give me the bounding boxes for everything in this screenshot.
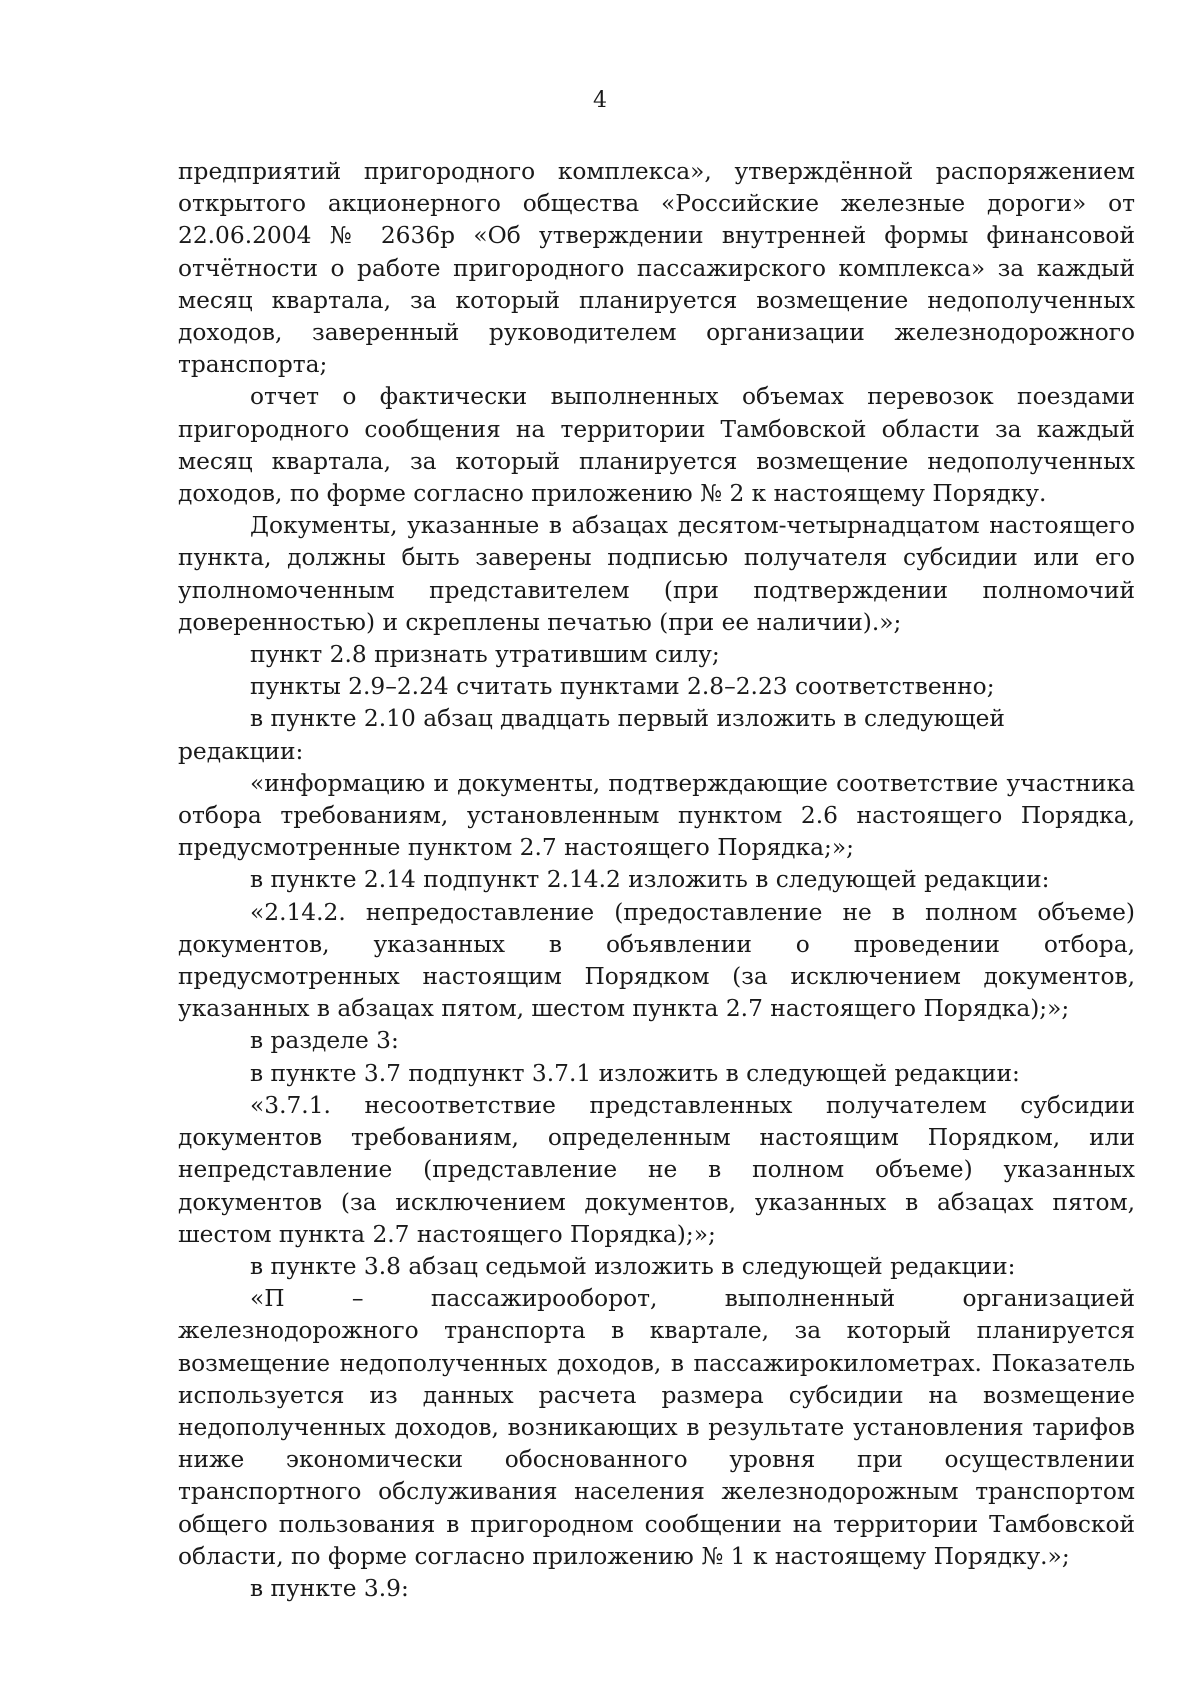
paragraph-2: отчет о фактически выполненных объемах перевозок поездами пригородного сообщения на территории Тамбовской области за каждый месяц квартала, за который планируется возмещение недополученных доходов, по форме согласно приложению № 2 к настоящему Порядку. bbox=[178, 383, 1135, 508]
paragraph-14: «П – пассажирооборот, выполненный организацией железнодорожного транспорта в квартале, за который планируется возмещение недополученных доходов, в пассажирокилометрах. Показатель используется из данных расчета размера субсидии на возмещение недополученных доходов, возникающих в результате установления тарифов ниже экономически обоснованного уровня при осуществлении транспортного обслуживания населения железнодорожным транспортом общего пользования в пригородном сообщении на территории Тамбовской области, по форме согласно приложению № 1 к настоящему Порядку.»; bbox=[178, 1285, 1135, 1570]
paragraph-10: в разделе 3: bbox=[250, 1027, 399, 1055]
document-body bbox=[178, 156, 1135, 1605]
paragraph-3: Документы, указанные в абзацах десятом-четырнадцатом настоящего пункта, должны быть заверены подписью получателя субсидии или его уполномоченным представителем (при подтверждении полномочий доверенностью) и скреплены печатью (при ее наличии).»; bbox=[178, 512, 1135, 636]
paragraph-5: пункты 2.9–2.24 считать пунктами 2.8–2.23 соответственно; bbox=[250, 673, 995, 701]
paragraph-1: предприятий пригородного комплекса», утверждённой распоряжением открытого акционерного общества «Российские железные дороги» от 22.06.2004 № 2636р «Об утверждении внутренней формы финансовой отчётности о работе пригородного пассажирского комплекса» за каждый месяц квартала, за который планируется возмещение недополученных доходов, заверенный руководителем организации железнодорожного транспорта; bbox=[178, 158, 1135, 379]
paragraph-12: «3.7.1. несоответствие представленных получателем субсидии документов требованиям, определенным настоящим Порядком, или непредставление (представление не в полном объеме) указанных документов (за исключением документов, указанных в абзацах пятом, шестом пункта 2.7 настоящего Порядка);»; bbox=[178, 1091, 1135, 1248]
paragraph-13: в пункте 3.8 абзац седьмой изложить в следующей редакции: bbox=[250, 1252, 1016, 1280]
paragraph-9: «2.14.2. непредоставление (предоставление не в полном объеме) документов, указанных в объявлении о проведении отбора, предусмотренных настоящим Порядком (за исключением документов, указанных в абзацах пятом, шестом пункта 2.7 настоящего Порядка);»; bbox=[178, 898, 1135, 1023]
paragraph-11: в пункте 3.7 подпункт 3.7.1 изложить в следующей редакции: bbox=[250, 1059, 1020, 1087]
paragraph-6: в пункте 2.10 абзац двадцать первый изложить в следующей редакции: bbox=[178, 705, 1005, 765]
page-number: 4 bbox=[593, 88, 607, 113]
paragraph-4: пункт 2.8 признать утратившим силу; bbox=[250, 641, 720, 669]
paragraph-8: в пункте 2.14 подпункт 2.14.2 изложить в следующей редакции: bbox=[250, 866, 1050, 894]
paragraph-15: в пункте 3.9: bbox=[250, 1574, 409, 1602]
paragraph-7: «информацию и документы, подтверждающие соответствие участника отбора требованиям, установленным пунктом 2.6 настоящего Порядка, предусмотренные пунктом 2.7 настоящего Порядка;»; bbox=[178, 769, 1135, 862]
